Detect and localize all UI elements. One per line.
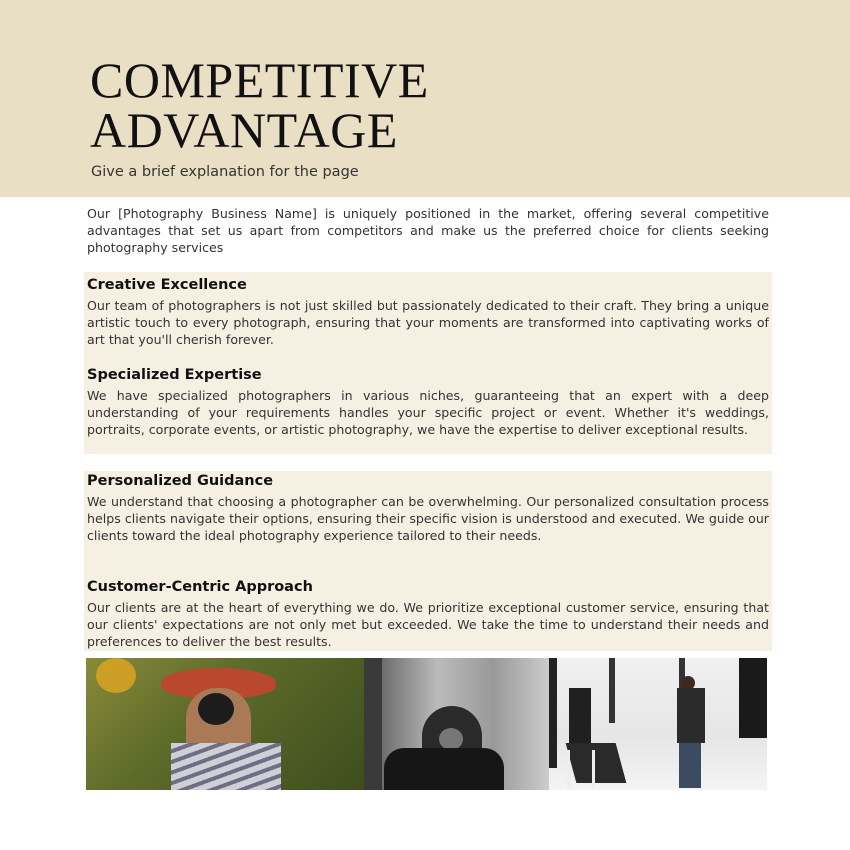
section-customer-centric bbox=[87, 577, 769, 650]
header-banner bbox=[0, 0, 850, 197]
section-heading: Specialized Expertise bbox=[87, 367, 262, 383]
section-body: Our team of photographers is not just skilled but passionately dedicated to their craft. They bring a unique artistic touch to every photograph, ensuring that your moments are transformed into captivating works of art that you'll cherish forever. bbox=[87, 298, 769, 347]
section-body: We have specialized photographers in various niches, guaranteeing that an expert with a deep understanding of your requirements handles your specific project or event. Whether it's weddings, portraits, corporate events, or artistic photography, we have the expertise to deliver exceptional results. bbox=[87, 388, 769, 437]
section-heading: Customer-Centric Approach bbox=[87, 579, 313, 595]
page-title bbox=[90, 52, 429, 158]
page-subtitle: Give a brief explanation for the page bbox=[91, 164, 359, 180]
section-body: We understand that choosing a photographer can be overwhelming. Our personalized consultation process helps clients navigate their options, ensuring their specific vision is understood and executed. We guide our clients toward the ideal photography experience tailored to their needs. bbox=[87, 494, 769, 543]
section-body: Our clients are at the heart of everything we do. We prioritize exceptional customer service, ensuring that our clients' expectations are not only met but exceeded. We take the time to understand their needs and preferences to deliver the best results. bbox=[87, 600, 769, 649]
photo-studio-session bbox=[549, 658, 767, 790]
photo-strip bbox=[86, 658, 767, 790]
intro-paragraph: Our [Photography Business Name] is uniquely positioned in the market, offering several competitive advantages that set us apart from competitors and make us the preferred choice for clients seeking photography services bbox=[87, 206, 769, 255]
section-heading: Personalized Guidance bbox=[87, 473, 274, 489]
section-heading: Creative Excellence bbox=[87, 277, 247, 293]
section-specialized-expertise bbox=[87, 365, 769, 438]
section-creative-excellence bbox=[87, 275, 769, 348]
title-line-1: COMPETITIVE bbox=[90, 52, 429, 108]
photo-sunflower-photographer bbox=[86, 658, 364, 790]
title-line-2: ADVANTAGE bbox=[90, 102, 398, 158]
photo-forest-photographer bbox=[364, 658, 549, 790]
section-personalized-guidance bbox=[87, 471, 769, 544]
